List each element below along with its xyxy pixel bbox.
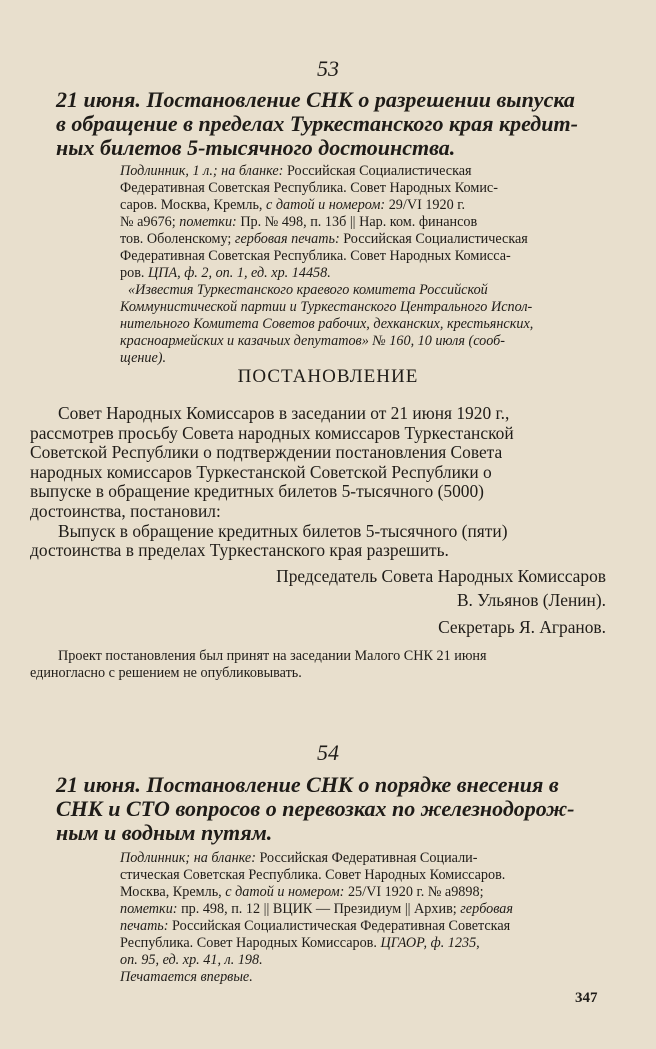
signature-secretary: Секретарь Я. Агранов.: [438, 617, 606, 637]
document-53-source-note: Подлинник, 1 л.; на бланке: Российская Социалистическая Федеративная Советская Республика. Совет Народных Комис- саров. Москва, Кремль, с датой и номером: 29/VI 1920 г. № а9676; пометки: Пр. № 498, п. 13б || Нар. ком. финансов тов. Оболенскому; гербовая печать: Российская Социалистическая Федеративная Советская Республика. Совет Народных Комисса- ров. ЦПА, ф. 2, оп. 1, ед. хр. 14458. «Известия Туркестанского краевого комитета Российской Коммунистической партии и Туркестанского Центрального Испол- нительного Комитета Советов рабочих, дехканских, крестьянских, красноармейских и казачьих депутатов» № 160, 10 июля (сооб- щение).: [120, 163, 534, 366]
document-54-title: 21 июня. Постановление СНК о порядке внесения в СНК и СТО вопросов о перевозках по железнодорож- ным и водным путям.: [56, 772, 575, 845]
signature-chairman-title: Председатель Совета Народных Комиссаров: [276, 566, 606, 586]
document-number-54: 54: [317, 740, 339, 765]
page-number: 347: [575, 990, 598, 1006]
signature-chairman-name: В. Ульянов (Ленин).: [456, 590, 606, 610]
document-53-footnote: Проект постановления был принят на заседании Малого СНК 21 июня единогласно с решением не опубликовывать.: [30, 648, 487, 681]
resolution-body: Совет Народных Комиссаров в заседании от 21 июня 1920 г., рассмотрев просьбу Совета народных комиссаров Туркестанской Советской Республики о подтверждении постановления Совета народных комиссаров Туркестанской Советской Республики о выпуске в обращение кредитных билетов 5-тысячного (5000) достоинства, постановил: Выпуск в обращение кредитных билетов 5-тысячного (пяти) достоинства в пределах Туркестанского края разрешить.: [30, 403, 514, 561]
document-53-title: 21 июня. Постановление СНК о разрешении выпуска в обращение в пределах Туркестанского края кредит- ных билетов 5-тысячного достоинства.: [56, 87, 578, 160]
document-54-source-note: Подлинник; на бланке: Российская Федеративная Социали- стическая Советская Республика. Совет Народных Комиссаров. Москва, Кремль, с датой и номером: 25/VI 1920 г. № а9898; пометки: пр. 498, п. 12 || ВЦИК — Президиум || Архив; гербовая печать: Российская Социалистическая Федеративная Советская Республика. Совет Народных Комиссаров. ЦГАОР, ф. 1235, оп. 95, ед. хр. 41, л. 198. Печатается впервые.: [120, 850, 513, 985]
signatures: [276, 564, 606, 639]
document-number-53: 53: [317, 56, 339, 81]
resolution-heading: ПОСТАНОВЛЕНИЕ: [237, 366, 419, 387]
